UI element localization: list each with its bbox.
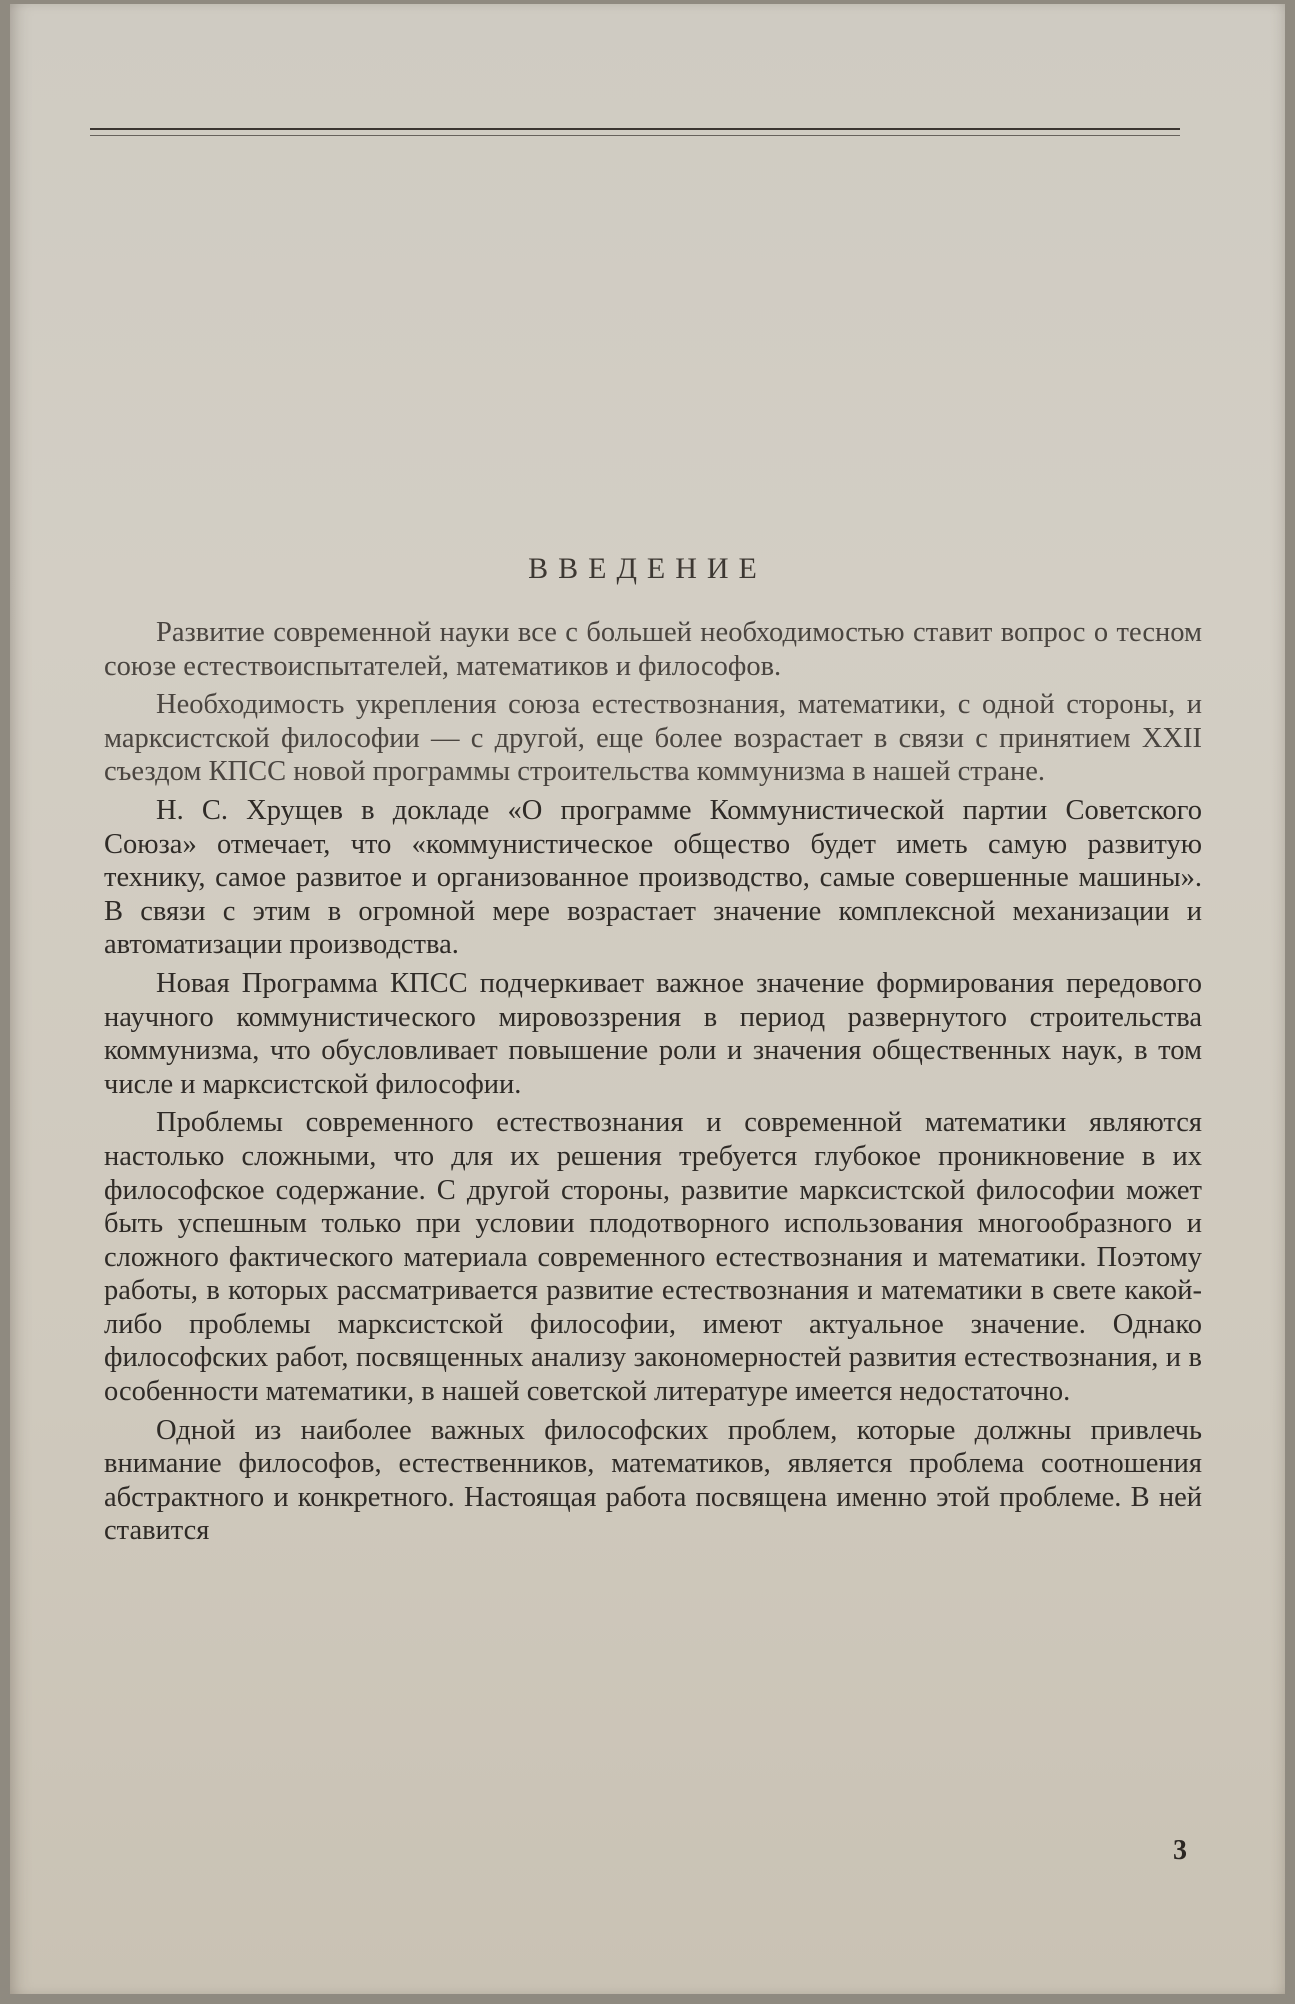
book-page: [10, 4, 1285, 1994]
paragraph: Необходимость укрепления союза естествознания, математики, с одной стороны, и марксистской философии — с другой, еще более возрастает в связи с принятием XXII съездом КПСС новой программы строительства коммунизма в нашей стране.: [104, 689, 1202, 788]
paragraph: Одной из наиболее важных философских проблем, которые должны привлечь внимание философов, естественников, математиков, является проблема соотношения абстрактного и конкретного. Настоящая работа посвящена именно этой проблеме. В ней ставится: [104, 1414, 1202, 1547]
chapter-title: ВВЕДЕНИЕ: [528, 552, 767, 585]
header-rule-thin: [90, 135, 1180, 136]
paragraph: Развитие современной науки все с большей необходимостью ставит вопрос о тесном союзе естествоиспытателей, математиков и философов.: [104, 617, 1202, 682]
body-text: [104, 616, 1202, 1553]
paragraph: Н. С. Хрущев в докладе «О программе Коммунистической партии Советского Союза» отмечает, что «коммунистическое общество будет иметь самую развитую технику, самое развитое и организованное производство, самые совершенные машины». В связи с этим в огромной мере возрастает значение комплексной механизации и автоматизации производства.: [104, 794, 1202, 961]
paragraph: Новая Программа КПСС подчеркивает важное значение формирования передового научного коммунистического мировоззрения в период развернутого строительства коммунизма, что обусловливает повышение роли и значения общественных наук, в том числе и марксистской философии.: [104, 967, 1202, 1100]
header-rule-thick: [90, 128, 1180, 130]
page-number: 3: [1173, 1835, 1187, 1866]
header-double-rule: [90, 128, 1180, 137]
paragraph: Проблемы современного естествознания и современной математики являются настолько сложными, что для их решения требуется глубокое проникновение в их философское содержание. С другой стороны, развитие марксистской философии может быть успешным только при условии плодотворного использования многообразного и сложного фактического материала современного естествознания и математики. Поэтому работы, в которых рассматривается развитие естествознания и математики в свете какой-либо проблемы марксистской философии, имеют актуальное значение. Однако философских работ, посвященных анализу закономерностей развития естествознания, и в особенности математики, в нашей советской литературе имеется недостаточно.: [104, 1107, 1202, 1408]
